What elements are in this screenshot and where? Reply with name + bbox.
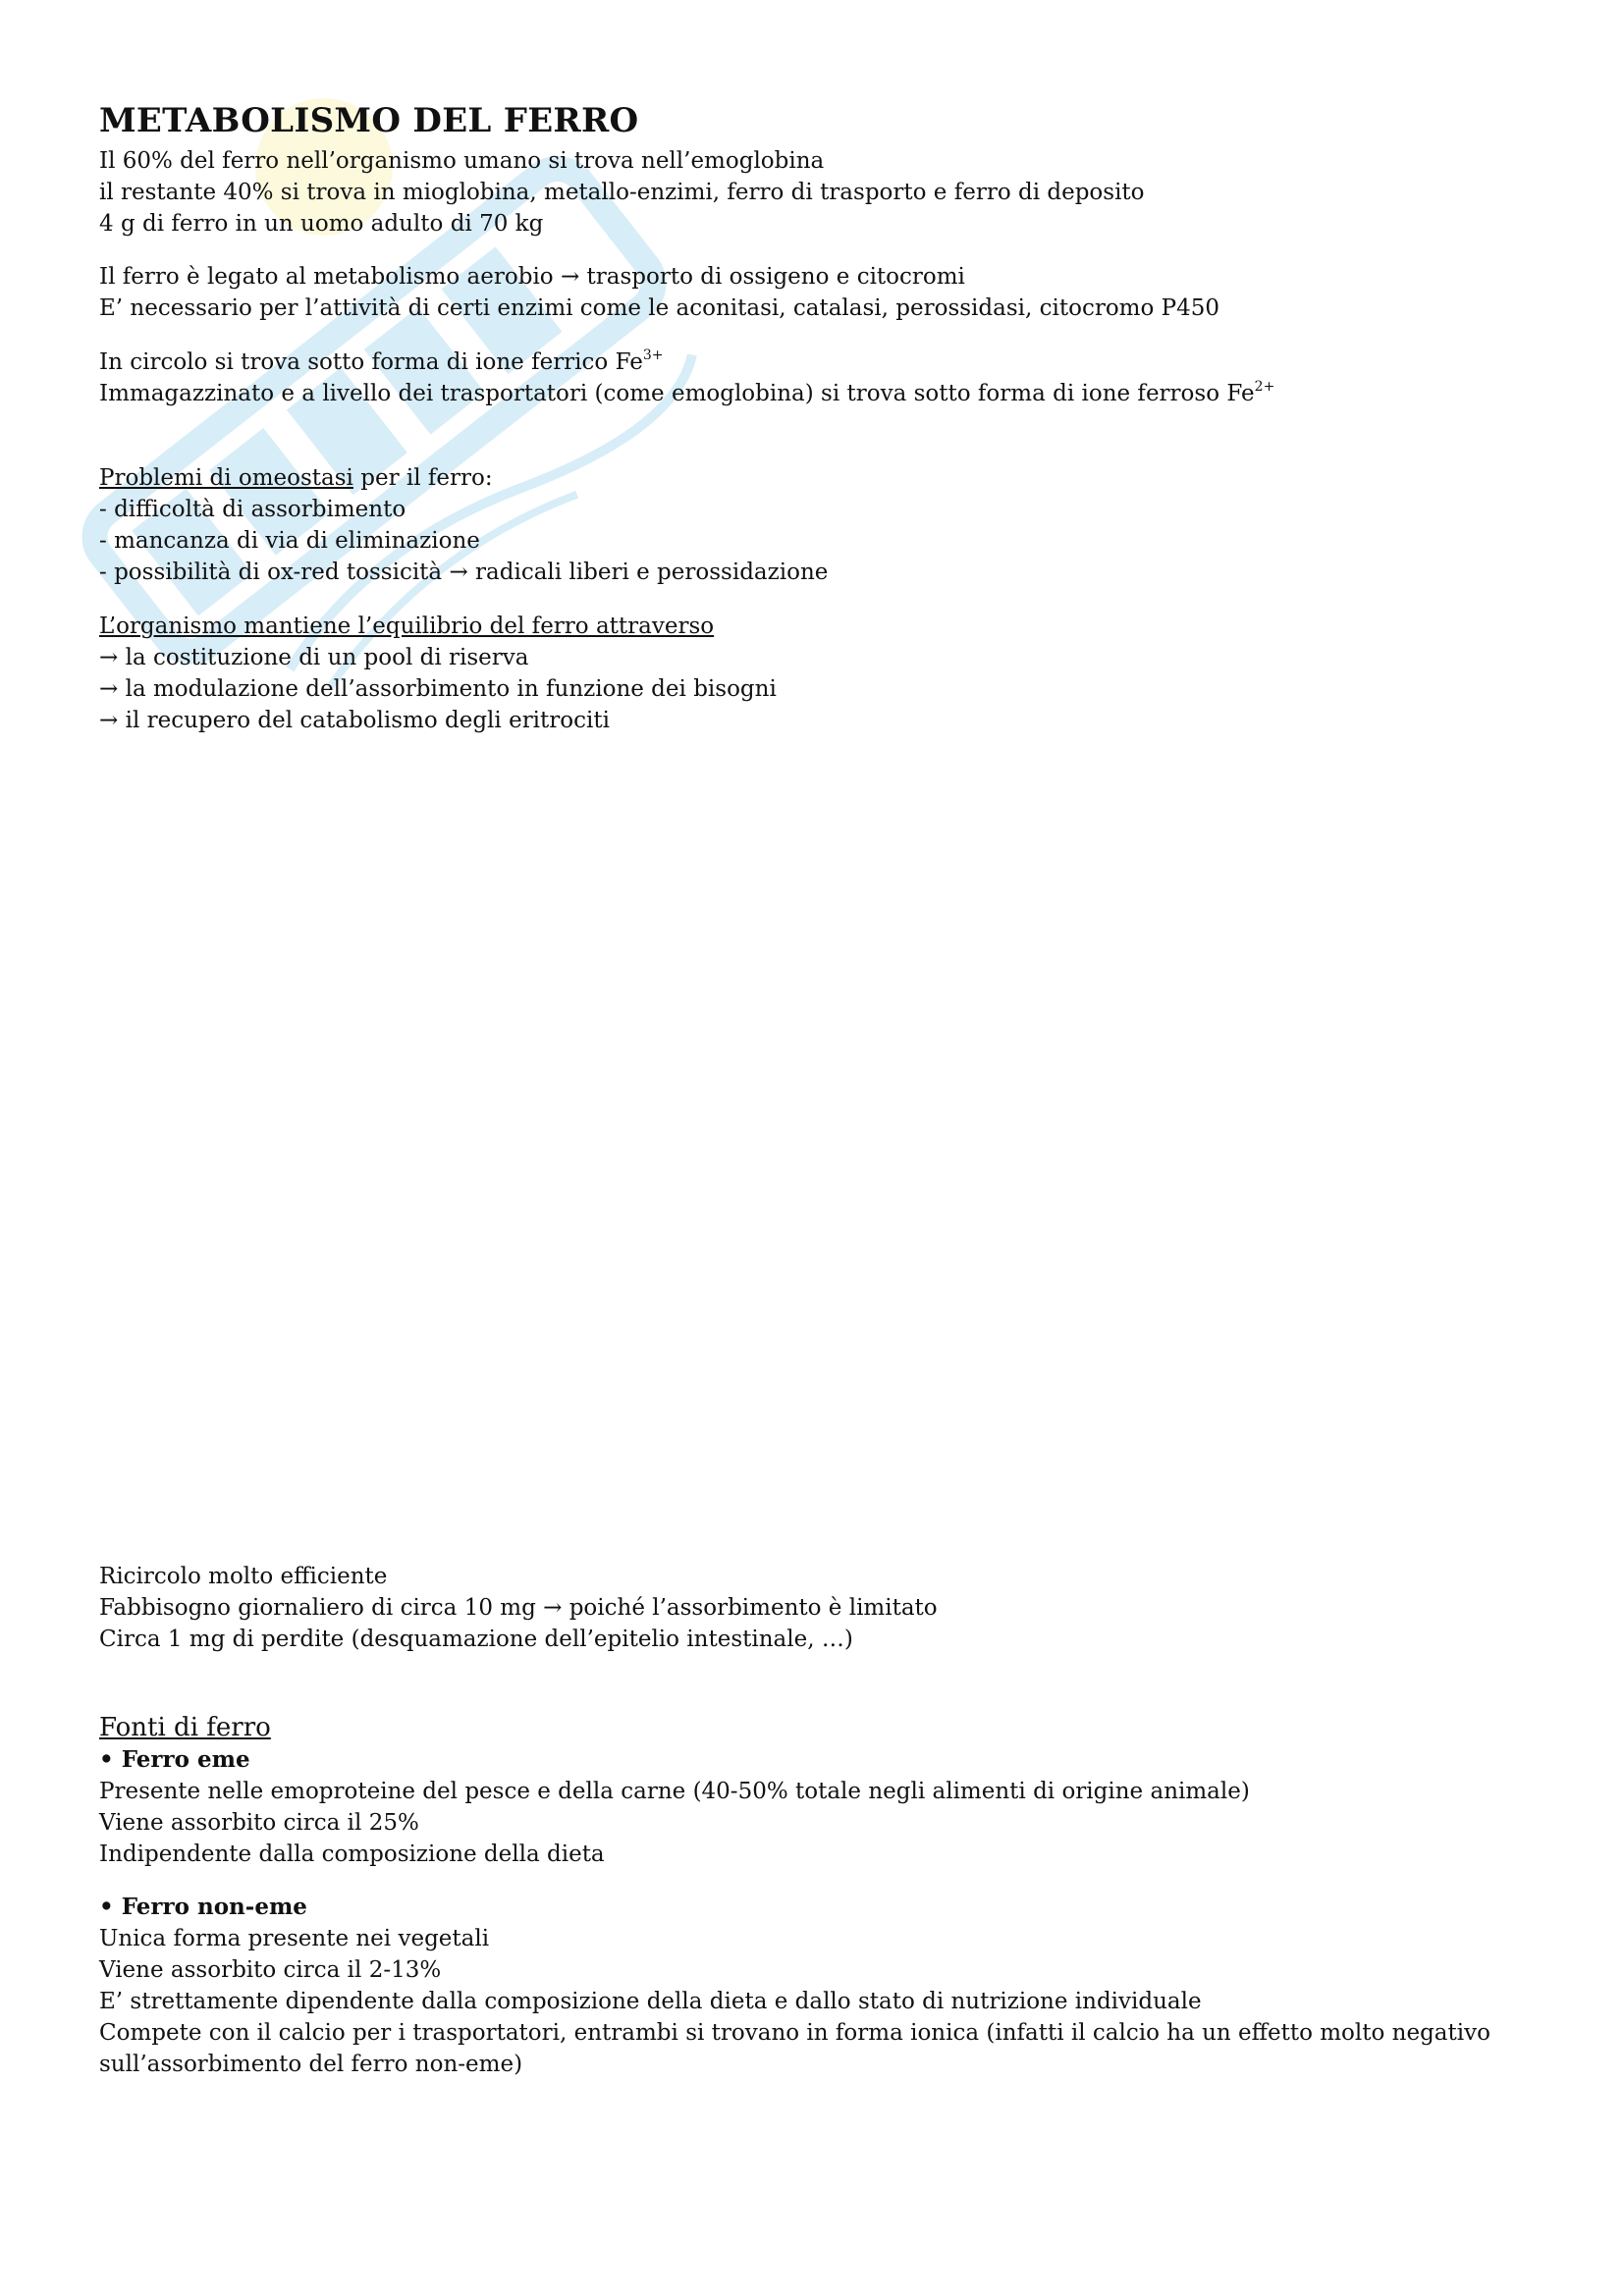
text-line — [99, 347, 1493, 378]
text-line: Presente nelle emoproteine del pesce e della carne (40-50% totale negli alimenti di origine animale) — [99, 1779, 1250, 1804]
subsection-label: • Ferro non-eme — [99, 1894, 307, 1920]
ferric-text: In circolo si trova sotto forma di ione ferrico Fe — [99, 349, 643, 375]
text-line: Ricircolo molto efficiente — [99, 1564, 388, 1589]
section-heading — [99, 462, 1493, 494]
list-item: - possibilità di ox-red tossicità → radicali liberi e perossidazione — [99, 560, 829, 585]
text-line: Viene assorbito circa il 25% — [99, 1810, 419, 1836]
text-line — [99, 378, 1493, 409]
list-item: → la modulazione dell’assorbimento in funzione dei bisogni — [99, 676, 777, 702]
text-line: sull’assorbimento del ferro non-eme) — [99, 2052, 523, 2077]
heading-underlined: Problemi di omeostasi — [99, 465, 353, 491]
text-line: Fabbisogno giornaliero di circa 10 mg → poiché l’assorbimento è limitato — [99, 1595, 938, 1621]
text-line: Indipendente dalla composizione della dieta — [99, 1842, 605, 1867]
text-line: il restante 40% si trova in mioglobina, metallo-enzimi, ferro di trasporto e ferro di deposito — [99, 180, 1145, 205]
section-heading: L’organismo mantiene l’equilibrio del ferro attraverso — [99, 614, 715, 639]
text-line: Unica forma presente nei vegetali — [99, 1926, 490, 1951]
text-line: Il 60% del ferro nell’organismo umano si trova nell’emoglobina — [99, 148, 825, 174]
subsection-label: • Ferro eme — [99, 1746, 250, 1773]
ferrous-text: Immagazzinato e a livello dei trasportatori (come emoglobina) si trova sotto forma di ione ferroso Fe — [99, 381, 1255, 406]
text-line: Circa 1 mg di perdite (desquamazione dell’epitelio intestinale, …) — [99, 1627, 853, 1652]
list-item: - difficoltà di assorbimento — [99, 497, 406, 522]
text-line: 4 g di ferro in un uomo adulto di 70 kg — [99, 211, 544, 237]
section-heading: Fonti di ferro — [99, 1713, 271, 1742]
text-line: Compete con il calcio per i trasportatori, entrambi si trovano in forma ionica (infatti il calcio ha un effetto molto negativo — [99, 2020, 1490, 2046]
ion-forms-section — [99, 347, 1493, 409]
recycling-section — [99, 1561, 1493, 1655]
nonheme-section — [99, 1892, 1493, 2080]
list-item: → la costituzione di un pool di riserva — [99, 645, 529, 670]
list-item: → il recupero del catabolismo degli eritrociti — [99, 708, 610, 733]
text-line: E’ strettamente dipendente dalla composizione della dieta e dallo stato di nutrizione individuale — [99, 1989, 1202, 2014]
heading-rest: per il ferro: — [352, 465, 493, 491]
intro-section — [99, 145, 1493, 240]
ferrous-charge: 2+ — [1254, 379, 1275, 395]
text-line: Viene assorbito circa il 2-13% — [99, 1957, 442, 1983]
text-line: E’ necessario per l’attività di certi enzimi come le aconitasi, catalasi, perossidasi, citocromo P450 — [99, 295, 1220, 321]
text-line: Il ferro è legato al metabolismo aerobio → trasporto di ossigeno e citocromi — [99, 264, 965, 290]
problems-section — [99, 462, 1493, 588]
page-title: METABOLISMO DEL FERRO — [99, 101, 639, 140]
aerobic-section — [99, 261, 1493, 324]
ferric-charge: 3+ — [642, 347, 664, 363]
equilibrium-section — [99, 611, 1493, 736]
sources-section — [99, 1711, 1493, 1870]
list-item: - mancanza di via di eliminazione — [99, 528, 480, 554]
